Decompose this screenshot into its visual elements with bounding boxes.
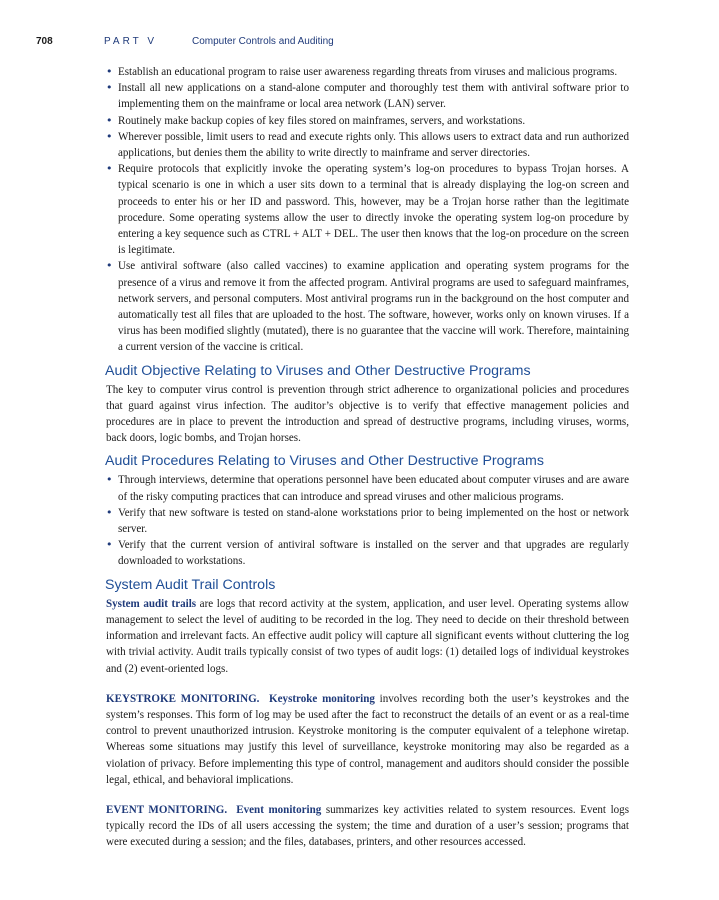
- list-item: • Through interviews, determine that operations personnel have been educated about computer viruses and are aware of the risky computing practices that can introduce and spread viruses and other malicious programs.: [106, 472, 629, 504]
- list-item: • Establish an educational program to raise user awareness regarding threats from viruses and malicious programs.: [106, 64, 629, 80]
- bullet-list-controls: [106, 64, 629, 356]
- list-item: • Verify that new software is tested on stand-alone workstations prior to being implemented on the host or network server.: [106, 505, 629, 537]
- list-item: • Install all new applications on a stand-alone computer and thoroughly test them with antiviral software prior to implementing them on the mainframe or local area network (LAN) server.: [106, 80, 629, 112]
- list-item: • Routinely make backup copies of key files stored on mainframes, servers, and workstations.: [106, 113, 629, 129]
- list-item: • Wherever possible, limit users to read and execute rights only. This allows users to extract data and run authorized applications, but denies them the ability to write directly to mainframe and server directories.: [106, 129, 629, 161]
- section-heading-audit-trail: System Audit Trail Controls: [105, 576, 276, 593]
- chapter-title: Computer Controls and Auditing: [192, 36, 334, 47]
- page-body: [106, 64, 629, 851]
- list-item: • Use antiviral software (also called vaccines) to examine application and operating system programs for the presence of a virus and remove it from the affected program. Antiviral programs are used to safeguard mainframes, network servers, and personal computers. Most antiviral programs run in the background on the host computer and automatically test all files that are uploaded to the host. The software, however, works only on known viruses. If a virus has been modified slightly (mutated), there is no guarantee that the vaccine will work. Therefore, maintaining a current version of the vaccine is critical.: [106, 258, 629, 355]
- bullet-list-procedures: [106, 472, 629, 569]
- paragraph-text: summarizes key activities related to system resources. Event logs typically record the IDs of all users accessing the system; the time and duration of a user’s session; programs that were executed during a session; and the files, databases, printers, and other resources accessed.: [106, 803, 629, 849]
- audit-objective-paragraph: The key to computer virus control is prevention through strict adherence to organizational policies and procedures that guard against virus infection. The auditor’s objective is to verify that effective management policies and procedures are in place to prevent the introduction and spread of destructive programs, including viruses, worms, back doors, logic bombs, and Trojan horses.: [106, 383, 629, 445]
- paragraph-text: involves recording both the user’s keystrokes and the system’s responses. This form of log may be used after the fact to reconstruct the details of an event or as a real-time control to prevent unauthorized intrusion. Keystroke monitoring is the computer equivalent of a telephone wiretap. Whereas some situations may justify this level of surveillance, keystroke monitoring may also be regarded as a violation of privacy. Before implementing this type of control, management and auditors should consider the possible legal, ethical, and behavioral implications.: [106, 692, 629, 786]
- list-item: • Verify that the current version of antiviral software is installed on the server and that upgrades are regularly downloaded to workstations.: [106, 537, 629, 569]
- page-number: 708: [36, 36, 53, 47]
- section-heading-audit-procedures: Audit Procedures Relating to Viruses and Other Destructive Programs: [105, 453, 544, 470]
- key-term: System audit trails: [106, 597, 197, 610]
- runin-heading: EVENT MONITORING.: [106, 803, 228, 816]
- key-term: Keystroke monitoring: [269, 692, 375, 705]
- running-header: [36, 36, 334, 50]
- section-heading-audit-objective: Audit Objective Relating to Viruses and Other Destructive Programs: [105, 362, 531, 379]
- key-term: Event monitoring: [236, 803, 322, 816]
- audit-trail-paragraph: [106, 596, 629, 677]
- list-item: • Require protocols that explicitly invoke the operating system’s log-on procedures to bypass Trojan horses. A typical scenario is one in which a user sits down to a terminal that is already displaying the log-on screen and proceeds to enter his or her ID and password. This, however, may be a Trojan horse rather than the legitimate procedure. Some operating systems allow the user to directly invoke the operating system log-on procedure by entering a key sequence such as CTRL + ALT + DEL. The user then knows that the log-on procedure on the screen is legitimate.: [106, 161, 629, 258]
- event-paragraph: [106, 802, 629, 851]
- runin-heading: KEYSTROKE MONITORING.: [106, 692, 260, 705]
- paragraph-text: are logs that record activity at the system, application, and user level. Operating systems allow management to select the level of auditing to be recorded in the log. They need to decide on their threshold between information and irrelevant facts. An effective audit policy will capture all significant events without cluttering the log with trivial activity. Audit trails typically consist of two types of audit logs: (1) detailed logs of individual keystrokes and (2) event-oriented logs.: [106, 597, 629, 675]
- part-label: PART V: [104, 36, 158, 47]
- keystroke-paragraph: [106, 691, 629, 788]
